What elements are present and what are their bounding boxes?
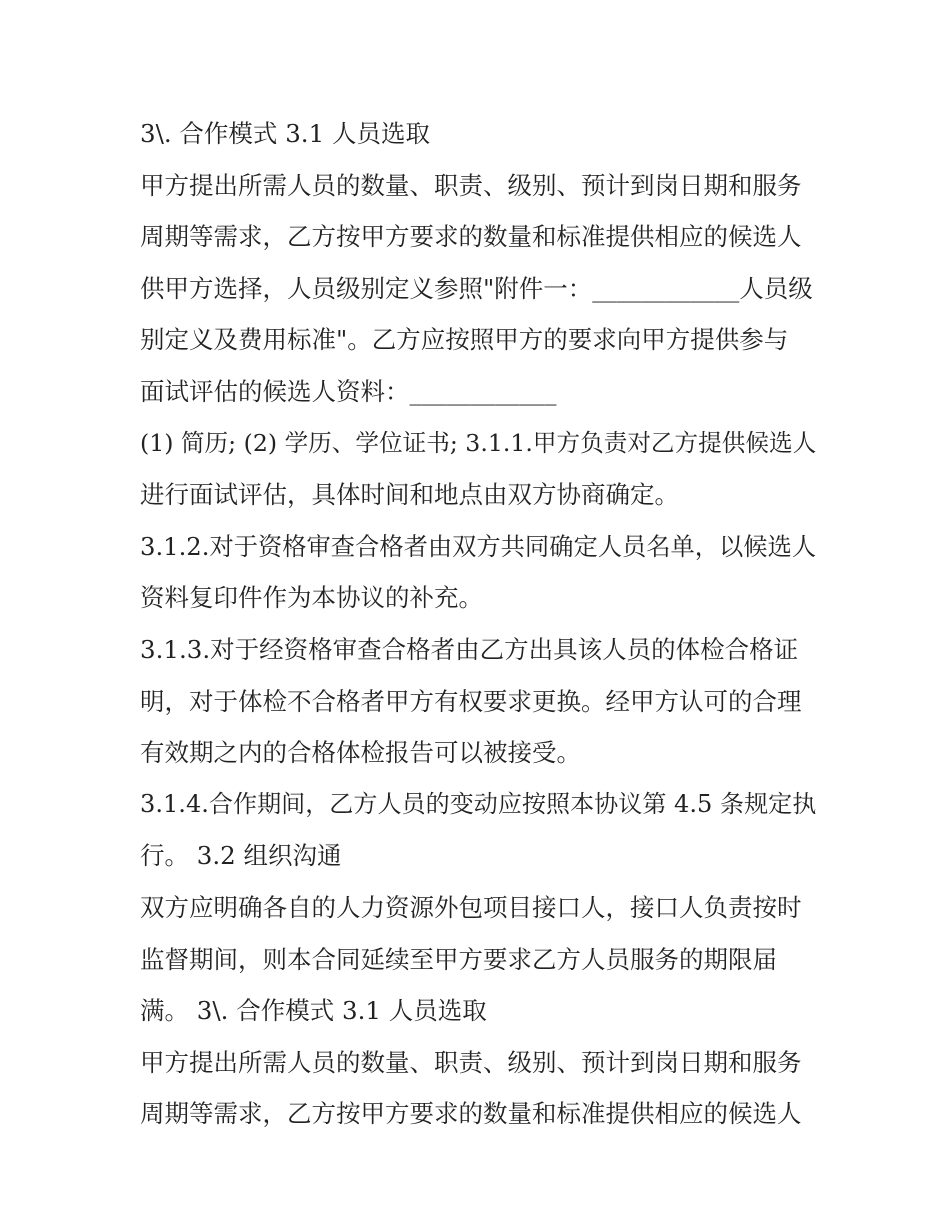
text-line: (1) 简历; (2) 学历、学位证书; 3.1.1.甲方负责对乙方提供候选人 xyxy=(140,428,817,457)
text-line: 周期等需求，乙方按甲方要求的数量和标准提供相应的候选人 xyxy=(140,1099,802,1129)
text-line: 甲方提出所需人员的数量、职责、级别、预计到岗日期和服务 xyxy=(140,1047,802,1077)
text-line: 有效期之内的合格体检报告可以被接受。 xyxy=(140,738,581,768)
text-line: 别定义及费用标准"。乙方应按照甲方的要求向甲方提供参与 xyxy=(140,325,789,355)
text-line: 甲方提出所需人员的数量、职责、级别、预计到岗日期和服务 xyxy=(140,170,802,200)
document-body xyxy=(140,108,820,1140)
text-line: 双方应明确各自的人力资源外包项目接口人，接口人负责按时 xyxy=(140,892,802,922)
text-line: 面试评估的候选人资料：____________ xyxy=(140,376,557,406)
text-line: 监督期间，则本合同延续至甲方要求乙方人员服务的期限届 xyxy=(140,944,777,974)
text-line: 3\. 合作模式 3.1 人员选取 xyxy=(140,119,430,148)
text-line: 满。 3\. 合作模式 3.1 人员选取 xyxy=(140,996,487,1026)
text-line: 3.1.3.对于经资格审查合格者由乙方出具该人员的体检合格证 xyxy=(140,634,799,664)
text-line: 供甲方选择，人员级别定义参照"附件一：____________人员级 xyxy=(140,273,813,303)
text-line: 行。 3.2 组织沟通 xyxy=(140,841,342,871)
text-line: 3.1.4.合作期间，乙方人员的变动应按照本协议第 4.5 条规定执 xyxy=(140,789,817,818)
text-line: 资料复印件作为本协议的补充。 xyxy=(140,583,483,613)
text-line: 明，对于体检不合格者甲方有权要求更换。经甲方认可的合理 xyxy=(140,686,802,716)
text-line: 进行面试评估，具体时间和地点由双方协商确定。 xyxy=(140,480,679,510)
text-line: 周期等需求，乙方按甲方要求的数量和标准提供相应的候选人 xyxy=(140,222,802,252)
text-line: 3.1.2.对于资格审查合格者由双方共同确定人员名单，以候选人 xyxy=(140,531,817,561)
